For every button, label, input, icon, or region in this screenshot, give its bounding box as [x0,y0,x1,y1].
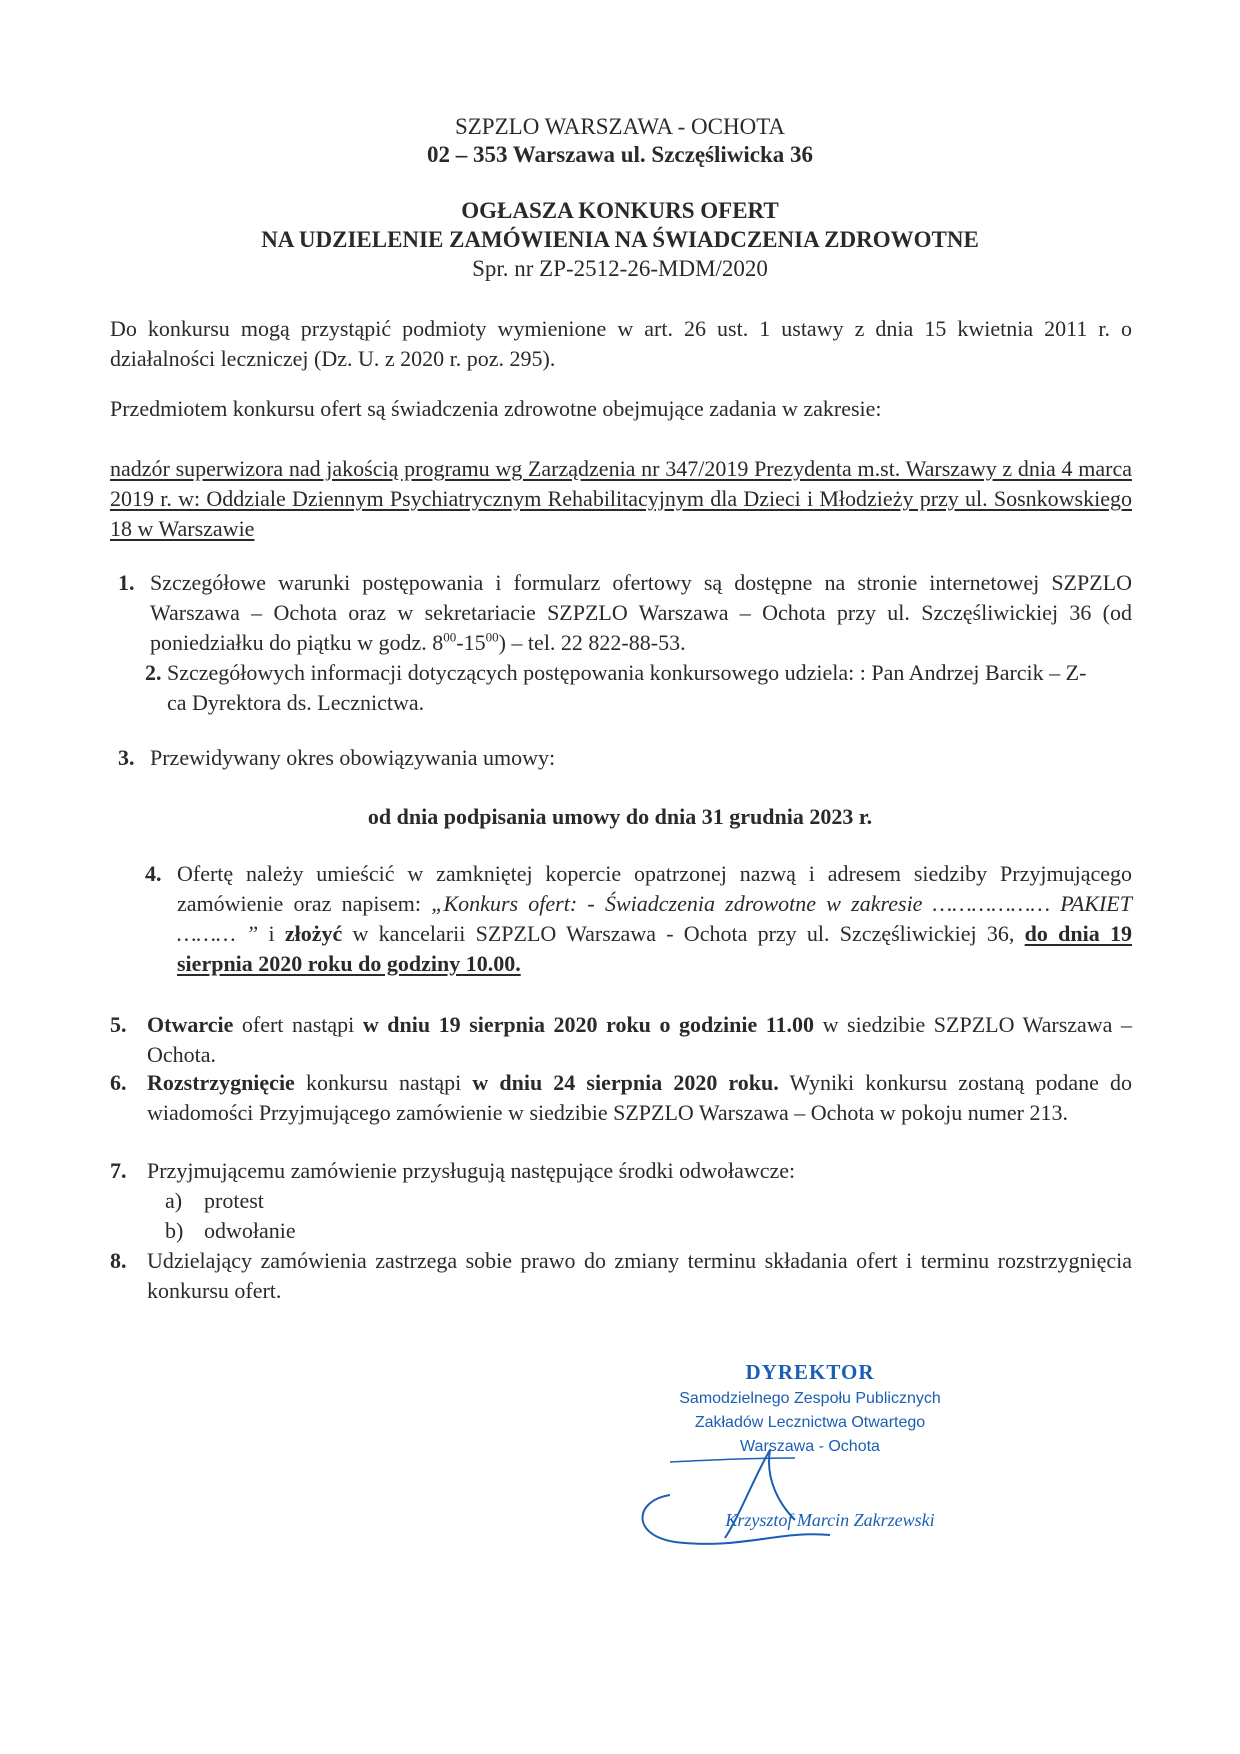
item-7-text: Przyjmującemu zamówienie przysługują następujące środki odwoławcze: [147,1158,796,1183]
item-4-text: Ofertę należy umieścić w zamkniętej kopercie opatrzonej nazwą i adresem siedziby Przyjmującego zamówienie oraz napisem: „Konkurs ofert: - Świadczenia zdrowotne w zakresie ……………… PAKIET ……… ” i złożyć w kancelarii SZPZLO Warszawa - Ochota przy ul. Szczęśliwickiej 36, do dnia 19 sierpnia 2020 roku do godziny 10.00. [177,861,1132,976]
institution-address: 02 – 353 Warszawa ul. Szczęśliwicka 36 [426,142,814,167]
institution-name: SZPZLO WARSZAWA - OCHOTA [454,114,786,139]
contract-period: od dnia podpisania umowy do dnia 31 grudnia 2023 r. [367,804,873,829]
sub-item-protest: protest [204,1188,264,1213]
scope-of-services: nadzór superwizora nad jakością programu wg Zarządzenia nr 347/2019 Prezydenta m.st. Warszawy z dnia 4 marca 2019 r. w: Oddziale Dziennym Psychiatrycznym Rehabilitacyjnym dla Dzieci i Młodzieży przy ul. Sosnkowskiego 18 w Warszawie [110,456,1132,541]
item-6-text: Rozstrzygnięcie konkursu nastąpi w dniu 24 sierpnia 2020 roku. Wyniki konkursu zostaną podane do wiadomości Przyjmującego zamówienie w siedzibie SZPZLO Warszawa – Ochota w pokoju numer 213. [147,1070,1133,1125]
director-stamp [630,1360,990,1580]
signature-mark [630,1420,990,1560]
item-number: 7. [110,1158,127,1183]
item-1-text: Szczegółowe warunki postępowania i formularz ofertowy są dostępne na stronie internetowej SZPZLO Warszawa – Ochota oraz w sekretariacie SZPZLO Warszawa – Ochota przy ul. Szczęśliwickiej 36 (od poniedziałku do piątku w godz. $8^{00}-15^{00}$) – tel. 22 822-88-53. [150,570,1132,655]
item-3-text: Przewidywany okres obowiązywania umowy: [150,745,556,770]
item-number: 4. [145,861,162,886]
item-2-text: Szczegółowych informacji dotyczących postępowania konkursowego udziela: : Pan Andrzej Barcik – Z-ca Dyrektora ds. Lecznictwa. [167,660,1087,715]
sub-item-label: a) [165,1188,183,1213]
item-number: 6. [110,1070,127,1095]
item-number: 5. [110,1012,127,1037]
stamp-title: DYREKTOR [745,1360,875,1384]
item-number: 1. [118,570,135,595]
item-number: 2. [145,660,162,685]
stamp-line-2: Zakładów Lecznictwa Otwartego [694,1414,926,1431]
intro-paragraph: Do konkursu mogą przystąpić podmioty wymienione w art. 26 ust. 1 ustawy z dnia 15 kwietnia 2011 r. o działalności leczniczej (Dz. U. z 2020 r. poz. 295). [110,316,1132,371]
announcement-title: OGŁASZA KONKURS OFERT [461,198,779,223]
item-number: 3. [118,745,135,770]
item-number: 8. [110,1248,127,1273]
sub-item-appeal: odwołanie [204,1218,296,1243]
stamp-signatory: Krzysztof Marcin Zakrzewski [725,1510,935,1530]
announcement-subtitle: NA UDZIELENIE ZAMÓWIENIA NA ŚWIADCZENIA ZDROWOTNE [261,227,979,252]
item-5-text: Otwarcie ofert nastąpi w dniu 19 sierpnia 2020 roku o godzinie 11.00 w siedzibie SZPZLO Warszawa – Ochota. [147,1012,1132,1067]
sub-item-label: b) [165,1218,184,1243]
stamp-line-1: Samodzielnego Zespołu Publicznych [679,1390,941,1407]
case-reference: Spr. nr ZP-2512-26-MDM/2020 [472,256,768,281]
stamp-line-3: Warszawa - Ochota [740,1438,880,1455]
subject-paragraph: Przedmiotem konkursu ofert są świadczenia zdrowotne obejmujące zadania w zakresie: [110,396,882,421]
item-8-text: Udzielający zamówienia zastrzega sobie prawo do zmiany terminu składania ofert i terminu rozstrzygnięcia konkursu ofert. [147,1248,1132,1303]
offer-deadline: do dnia 19 sierpnia 2020 roku do godziny 10.00. [177,921,1132,976]
